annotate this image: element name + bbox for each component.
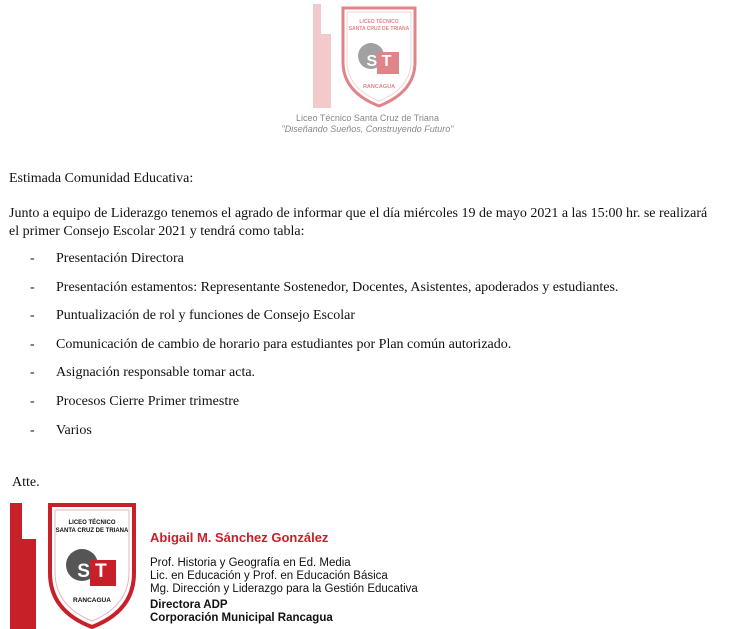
school-name: Liceo Técnico Santa Cruz de Triana bbox=[296, 113, 439, 123]
agenda-item-text: Varios bbox=[56, 422, 92, 438]
agenda-item-text: Presentación Directora bbox=[56, 251, 184, 266]
intro-paragraph: Junto a equipo de Liderazgo tenemos el agrado de informar que el día miércoles 19 de mayo 2021 a las 15:00 hr. se realizará el primer Consejo Escolar 2021 y tendrá como tabla: bbox=[9, 206, 708, 239]
signatory-organization: Corporación Municipal Rancagua bbox=[150, 612, 333, 624]
bullet-dash: - bbox=[30, 422, 35, 438]
signatory-title: Mg. Dirección y Liderazgo para la Gestión Educativa bbox=[150, 583, 418, 595]
bullet-dash: - bbox=[30, 279, 35, 295]
school-logo-header bbox=[311, 4, 421, 108]
agenda-item-text: Comunicación de cambio de horario para estudiantes por Plan común autorizado. bbox=[56, 336, 512, 352]
logo-text-bottom: RANCAGUA bbox=[362, 84, 396, 90]
signatory-role: Directora ADP bbox=[150, 599, 228, 611]
signatory-title: Prof. Historia y Geografía en Ed. Media bbox=[150, 557, 351, 569]
bullet-dash: - bbox=[30, 365, 35, 381]
bullet-dash: - bbox=[30, 251, 35, 266]
sig-logo-text-bottom: RANCAGUA bbox=[73, 597, 111, 604]
school-motto: "Diseñando Sueños, Construyendo Futuro" bbox=[281, 124, 454, 134]
logo-text-top-1: LICEO TÉCNICO bbox=[359, 19, 399, 25]
agenda-item-text: Asignación responsable tomar acta. bbox=[56, 365, 256, 381]
logo-monogram: S T bbox=[366, 53, 392, 70]
signatory-name: Abigail M. Sánchez González bbox=[150, 530, 329, 545]
agenda-item-text: Procesos Cierre Primer trimestre bbox=[56, 393, 240, 409]
bullet-dash: - bbox=[30, 308, 35, 324]
agenda-item-text: Presentación estamentos: Representante Sostenedor, Docentes, Asistentes, apoderados y estudiantes. bbox=[56, 279, 619, 295]
logo-text-top-2: SANTA CRUZ DE TRIANA bbox=[348, 26, 410, 32]
signatory-title: Lic. en Educación y Prof. en Educación Básica bbox=[150, 570, 388, 582]
bullet-dash: - bbox=[30, 393, 35, 409]
sig-logo-text-top-2: SANTA CRUZ DE TRIANA bbox=[55, 528, 129, 534]
salutation: Estimada Comunidad Educativa: bbox=[9, 171, 194, 186]
school-logo-signature bbox=[10, 503, 136, 629]
agenda-item-text: Puntualización de rol y funciones de Consejo Escolar bbox=[56, 308, 355, 324]
sig-logo-text-top-1: LICEO TÉCNICO bbox=[68, 520, 116, 526]
sig-logo-monogram: S T bbox=[77, 561, 107, 582]
closing: Atte. bbox=[12, 475, 40, 490]
bullet-dash: - bbox=[30, 336, 35, 352]
